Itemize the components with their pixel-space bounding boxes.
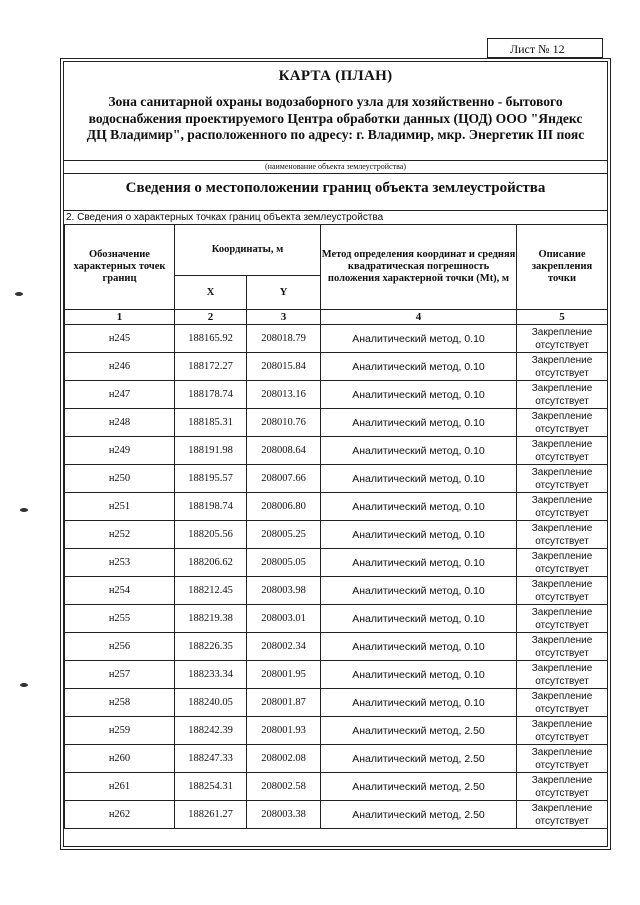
fixing-cell: Закрепление отсутствует xyxy=(517,465,608,493)
table-row xyxy=(65,661,608,689)
method-cell: Аналитический метод, 2.50 xyxy=(321,717,517,745)
table-row xyxy=(65,689,608,717)
y-coordinate-cell: 208005.25 xyxy=(247,521,321,549)
fixing-cell: Закрепление отсутствует xyxy=(517,745,608,773)
point-id-cell: н259 xyxy=(65,717,175,745)
method-cell: Аналитический метод, 0.10 xyxy=(321,493,517,521)
fixing-cell: Закрепление отсутствует xyxy=(517,661,608,689)
x-coordinate-cell: 188254.31 xyxy=(175,773,247,801)
method-cell: Аналитический метод, 2.50 xyxy=(321,745,517,773)
method-cell: Аналитический метод, 0.10 xyxy=(321,689,517,717)
table-row xyxy=(65,717,608,745)
x-coordinate-cell: 188242.39 xyxy=(175,717,247,745)
y-coordinate-cell: 208001.93 xyxy=(247,717,321,745)
fixing-cell: Закрепление отсутствует xyxy=(517,633,608,661)
point-id-cell: н262 xyxy=(65,801,175,829)
method-cell: Аналитический метод, 0.10 xyxy=(321,325,517,353)
method-cell: Аналитический метод, 0.10 xyxy=(321,437,517,465)
table-row xyxy=(65,773,608,801)
table-row xyxy=(65,605,608,633)
table-row xyxy=(65,465,608,493)
method-cell: Аналитический метод, 0.10 xyxy=(321,605,517,633)
fixing-cell: Закрепление отсутствует xyxy=(517,381,608,409)
method-cell: Аналитический метод, 0.10 xyxy=(321,633,517,661)
point-id-cell: н245 xyxy=(65,325,175,353)
header-x: X xyxy=(175,276,247,310)
x-coordinate-cell: 188212.45 xyxy=(175,577,247,605)
method-cell: Аналитический метод, 0.10 xyxy=(321,353,517,381)
table-row xyxy=(65,493,608,521)
col-number: 4 xyxy=(321,310,517,325)
method-cell: Аналитический метод, 0.10 xyxy=(321,465,517,493)
title-block xyxy=(64,64,607,160)
x-coordinate-cell: 188178.74 xyxy=(175,381,247,409)
x-coordinate-cell: 188195.57 xyxy=(175,465,247,493)
method-cell: Аналитический метод, 2.50 xyxy=(321,773,517,801)
y-coordinate-cell: 208007.66 xyxy=(247,465,321,493)
points-table-body xyxy=(65,325,608,829)
fixing-cell: Закрепление отсутствует xyxy=(517,353,608,381)
table-row xyxy=(65,801,608,829)
point-id-cell: н250 xyxy=(65,465,175,493)
table-row xyxy=(65,409,608,437)
method-cell: Аналитический метод, 0.10 xyxy=(321,661,517,689)
header-y: Y xyxy=(247,276,321,310)
table-row xyxy=(65,633,608,661)
table-row xyxy=(65,437,608,465)
x-coordinate-cell: 188226.35 xyxy=(175,633,247,661)
fixing-cell: Закрепление отсутствует xyxy=(517,521,608,549)
fixing-cell: Закрепление отсутствует xyxy=(517,717,608,745)
col-number: 3 xyxy=(247,310,321,325)
method-cell: Аналитический метод, 0.10 xyxy=(321,381,517,409)
col-number: 2 xyxy=(175,310,247,325)
table-row xyxy=(65,381,608,409)
y-coordinate-cell: 208001.95 xyxy=(247,661,321,689)
fixing-cell: Закрепление отсутствует xyxy=(517,409,608,437)
point-id-cell: н248 xyxy=(65,409,175,437)
y-coordinate-cell: 208006.80 xyxy=(247,493,321,521)
sheet-number: Лист № 12 xyxy=(487,38,603,58)
y-coordinate-cell: 208002.08 xyxy=(247,745,321,773)
point-id-cell: н261 xyxy=(65,773,175,801)
margin-mark xyxy=(15,292,23,296)
y-coordinate-cell: 208005.05 xyxy=(247,549,321,577)
y-coordinate-cell: 208018.79 xyxy=(247,325,321,353)
points-table xyxy=(64,224,608,829)
subsection-title: 2. Сведения о характерных точках границ объекта землеустройства xyxy=(66,212,384,223)
header-method: Метод определения координат и средняя квадратическая погрешность положения характерной точки (Mt), м xyxy=(321,225,517,310)
x-coordinate-cell: 188191.98 xyxy=(175,437,247,465)
table-row xyxy=(65,577,608,605)
point-id-cell: н251 xyxy=(65,493,175,521)
point-id-cell: н254 xyxy=(65,577,175,605)
fixing-cell: Закрепление отсутствует xyxy=(517,325,608,353)
table-row xyxy=(65,745,608,773)
fixing-cell: Закрепление отсутствует xyxy=(517,493,608,521)
x-coordinate-cell: 188219.38 xyxy=(175,605,247,633)
table-row xyxy=(65,353,608,381)
y-coordinate-cell: 208003.98 xyxy=(247,577,321,605)
point-id-cell: н257 xyxy=(65,661,175,689)
x-coordinate-cell: 188233.34 xyxy=(175,661,247,689)
y-coordinate-cell: 208013.16 xyxy=(247,381,321,409)
method-cell: Аналитический метод, 0.10 xyxy=(321,577,517,605)
x-coordinate-cell: 188185.31 xyxy=(175,409,247,437)
method-cell: Аналитический метод, 0.10 xyxy=(321,521,517,549)
table-row xyxy=(65,549,608,577)
x-coordinate-cell: 188198.74 xyxy=(175,493,247,521)
x-coordinate-cell: 188205.56 xyxy=(175,521,247,549)
fixing-cell: Закрепление отсутствует xyxy=(517,689,608,717)
header-coordinates: Координаты, м xyxy=(175,225,321,276)
fixing-cell: Закрепление отсутствует xyxy=(517,577,608,605)
x-coordinate-cell: 188165.92 xyxy=(175,325,247,353)
point-id-cell: н253 xyxy=(65,549,175,577)
point-id-cell: н260 xyxy=(65,745,175,773)
y-coordinate-cell: 208010.76 xyxy=(247,409,321,437)
fixing-cell: Закрепление отсутствует xyxy=(517,549,608,577)
x-coordinate-cell: 188240.05 xyxy=(175,689,247,717)
section-title: Сведения о местоположении границ объекта землеустройства xyxy=(64,173,607,211)
fixing-cell: Закрепление отсутствует xyxy=(517,773,608,801)
y-coordinate-cell: 208002.58 xyxy=(247,773,321,801)
point-id-cell: н246 xyxy=(65,353,175,381)
col-number: 1 xyxy=(65,310,175,325)
object-name: Зона санитарной охраны водозаборного узла для хозяйственно - бытового водоснабжения проектируемого Центра обработки данных (ЦОД) ООО "Яндекс ДЦ Владимир", расположенного по адресу: г. Владимир, мкр. Энергетик III пояс xyxy=(86,94,585,142)
y-coordinate-cell: 208002.34 xyxy=(247,633,321,661)
y-coordinate-cell: 208015.84 xyxy=(247,353,321,381)
point-id-cell: н249 xyxy=(65,437,175,465)
method-cell: Аналитический метод, 0.10 xyxy=(321,409,517,437)
y-coordinate-cell: 208001.87 xyxy=(247,689,321,717)
object-caption: (наименование объекта землеустройства) xyxy=(64,160,607,174)
header-point: Обозначение характерных точек границ xyxy=(65,225,175,310)
y-coordinate-cell: 208003.01 xyxy=(247,605,321,633)
margin-mark xyxy=(20,508,28,512)
x-coordinate-cell: 188206.62 xyxy=(175,549,247,577)
margin-mark xyxy=(20,683,28,687)
point-id-cell: н256 xyxy=(65,633,175,661)
point-id-cell: н258 xyxy=(65,689,175,717)
point-id-cell: н255 xyxy=(65,605,175,633)
method-cell: Аналитический метод, 0.10 xyxy=(321,549,517,577)
point-id-cell: н252 xyxy=(65,521,175,549)
map-title: КАРТА (ПЛАН) xyxy=(278,68,393,84)
y-coordinate-cell: 208008.64 xyxy=(247,437,321,465)
x-coordinate-cell: 188172.27 xyxy=(175,353,247,381)
point-id-cell: н247 xyxy=(65,381,175,409)
x-coordinate-cell: 188261.27 xyxy=(175,801,247,829)
method-cell: Аналитический метод, 2.50 xyxy=(321,801,517,829)
x-coordinate-cell: 188247.33 xyxy=(175,745,247,773)
table-row xyxy=(65,521,608,549)
fixing-cell: Закрепление отсутствует xyxy=(517,605,608,633)
col-number: 5 xyxy=(517,310,608,325)
fixing-cell: Закрепление отсутствует xyxy=(517,437,608,465)
table-row xyxy=(65,325,608,353)
header-fixing: Описание закрепления точки xyxy=(517,225,608,310)
y-coordinate-cell: 208003.38 xyxy=(247,801,321,829)
fixing-cell: Закрепление отсутствует xyxy=(517,801,608,829)
